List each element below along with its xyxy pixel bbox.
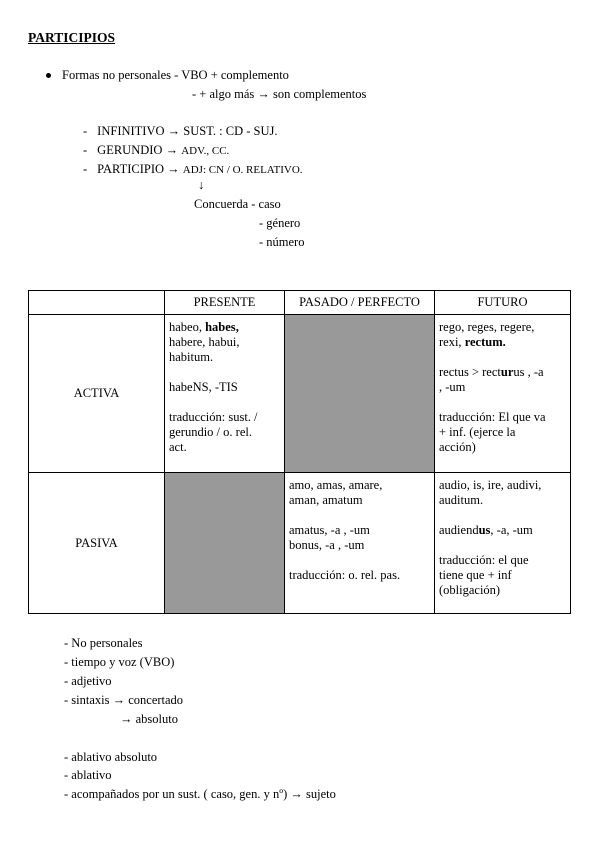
row-label-pasiva: PASIVA	[29, 473, 165, 614]
header-futuro: FUTURO	[435, 291, 571, 315]
text: + inf. (ejerce la	[439, 425, 516, 439]
header-empty	[29, 291, 165, 315]
text: habeNS, -TIS	[169, 380, 238, 394]
table-header-row	[29, 291, 571, 315]
header-presente: PRESENTE	[165, 291, 285, 315]
text: gerundio / o. rel.	[169, 425, 252, 439]
text: audio, is, ire, audivi,	[439, 478, 542, 492]
form-gerundio-function: ADV., CC.	[181, 145, 230, 157]
table-row-pasiva	[29, 473, 571, 614]
form-participio-function: ADJ: CN / O. RELATIVO.	[182, 164, 303, 176]
text: audiend	[439, 523, 479, 537]
intro-bullet	[46, 68, 289, 83]
note-item: - adjetivo	[64, 674, 112, 688]
text: (obligación)	[439, 583, 501, 597]
form-participio-text: PARTICIPIO →	[97, 162, 183, 176]
form-gerundio	[83, 143, 229, 159]
concordance-line-1: Concuerda - caso	[194, 197, 281, 211]
note-item: → absoluto	[120, 712, 178, 726]
text: rego, reges, regere,	[439, 320, 535, 334]
text: traducción: o. rel. pas.	[289, 568, 401, 582]
text: tiene que + inf	[439, 568, 512, 582]
text: habitum.	[169, 350, 214, 364]
down-arrow-icon: ↓	[198, 178, 205, 192]
bullet-dot-icon	[46, 73, 51, 78]
cell-activa-futuro	[435, 315, 571, 473]
form-infinitivo	[83, 124, 278, 139]
cell-pasiva-presente-empty	[165, 473, 285, 614]
cell-pasiva-futuro	[435, 473, 571, 614]
row-label-activa: ACTIVA	[29, 315, 165, 473]
form-gerundio-text: GERUNDIO →	[97, 143, 182, 157]
text: habere, habui,	[169, 335, 240, 349]
text: us , -a	[513, 365, 544, 379]
text: act.	[169, 440, 187, 454]
form-dash: -	[83, 162, 88, 176]
page-title: PARTICIPIOS	[28, 30, 116, 45]
participles-table	[28, 290, 571, 614]
note-item: - acompañados por un sust. ( caso, gen. y nº) → sujeto	[64, 787, 336, 801]
text: habeo,	[169, 320, 206, 334]
header-pasado: PASADO / PERFECTO	[285, 291, 435, 315]
text: ,	[235, 320, 239, 334]
bold-text: ur	[500, 365, 514, 379]
form-dash: -	[83, 143, 88, 157]
text: acción)	[439, 440, 476, 454]
text: amatus, -a , -um	[289, 523, 370, 537]
form-infinitivo-text: INFINITIVO → SUST. : CD - SUJ.	[97, 124, 278, 138]
concordance-line-3: - número	[259, 235, 305, 249]
text: auditum.	[439, 493, 484, 507]
note-item: - ablativo	[64, 768, 112, 782]
cell-activa-pasado-empty	[285, 315, 435, 473]
text: aman, amatum	[289, 493, 363, 507]
text: , -a, -um	[490, 523, 533, 537]
text: rexi,	[439, 335, 465, 349]
bold-text: habes	[205, 320, 236, 334]
table-row-activa	[29, 315, 571, 473]
cell-activa-presente	[165, 315, 285, 473]
bold-text: us	[478, 523, 491, 537]
note-item: - sintaxis → concertado	[64, 693, 184, 707]
note-item: - tiempo y voz (VBO)	[64, 655, 175, 669]
bold-text: rectum.	[464, 335, 506, 349]
text: traducción: El que va	[439, 410, 546, 424]
text: traducción: sust. /	[169, 410, 258, 424]
cell-pasiva-pasado	[285, 473, 435, 614]
text: , -um	[439, 380, 466, 394]
form-participio	[83, 162, 303, 178]
text: amo, amas, amare,	[289, 478, 383, 492]
intro-line-1: Formas no personales - VBO + complemento	[62, 68, 289, 82]
text: traducción: el que	[439, 553, 529, 567]
text: rectus > rect	[439, 365, 501, 379]
note-item: - No personales	[64, 636, 143, 650]
intro-line-2: - + algo más → son complementos	[192, 87, 367, 101]
text: bonus, -a , -um	[289, 538, 365, 552]
note-item: - ablativo absoluto	[64, 750, 158, 764]
concordance-line-2: - género	[259, 216, 301, 230]
form-dash: -	[83, 124, 88, 138]
